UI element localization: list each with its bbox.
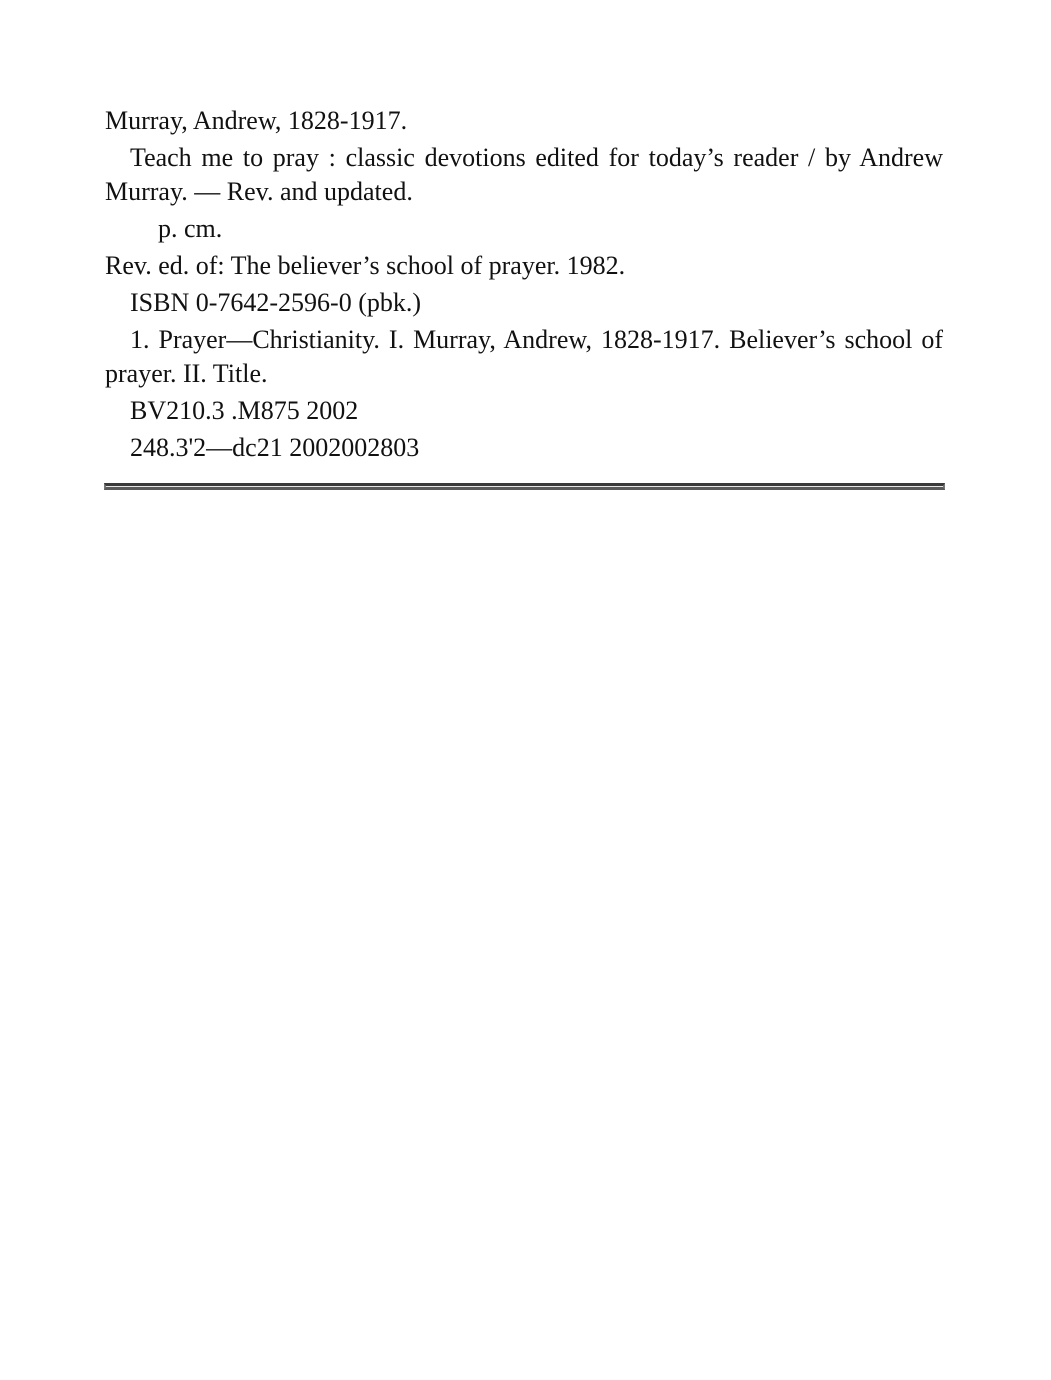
horizontal-rule [104, 483, 945, 490]
edition-note: Rev. ed. of: The believer’s school of prayer. 1982. [105, 251, 626, 280]
lc-call-number: BV210.3 .M875 2002 [130, 396, 359, 425]
dewey-classification: 248.3'2—dc21 2002002803 [130, 433, 420, 462]
author-heading: Murray, Andrew, 1828-1917. [105, 106, 408, 135]
isbn: ISBN 0-7642-2596-0 (pbk.) [130, 288, 422, 317]
title-statement: Teach me to pray : classic devotions edited for today’s reader / by Andrew Murray. — Rev. and updated. [105, 143, 943, 206]
cip-record [105, 104, 943, 465]
subject-headings: 1. Prayer—Christianity. I. Murray, Andrew, 1828-1917. Believer’s school of prayer. II. Title. [105, 325, 943, 388]
physical-description: p. cm. [158, 214, 223, 243]
